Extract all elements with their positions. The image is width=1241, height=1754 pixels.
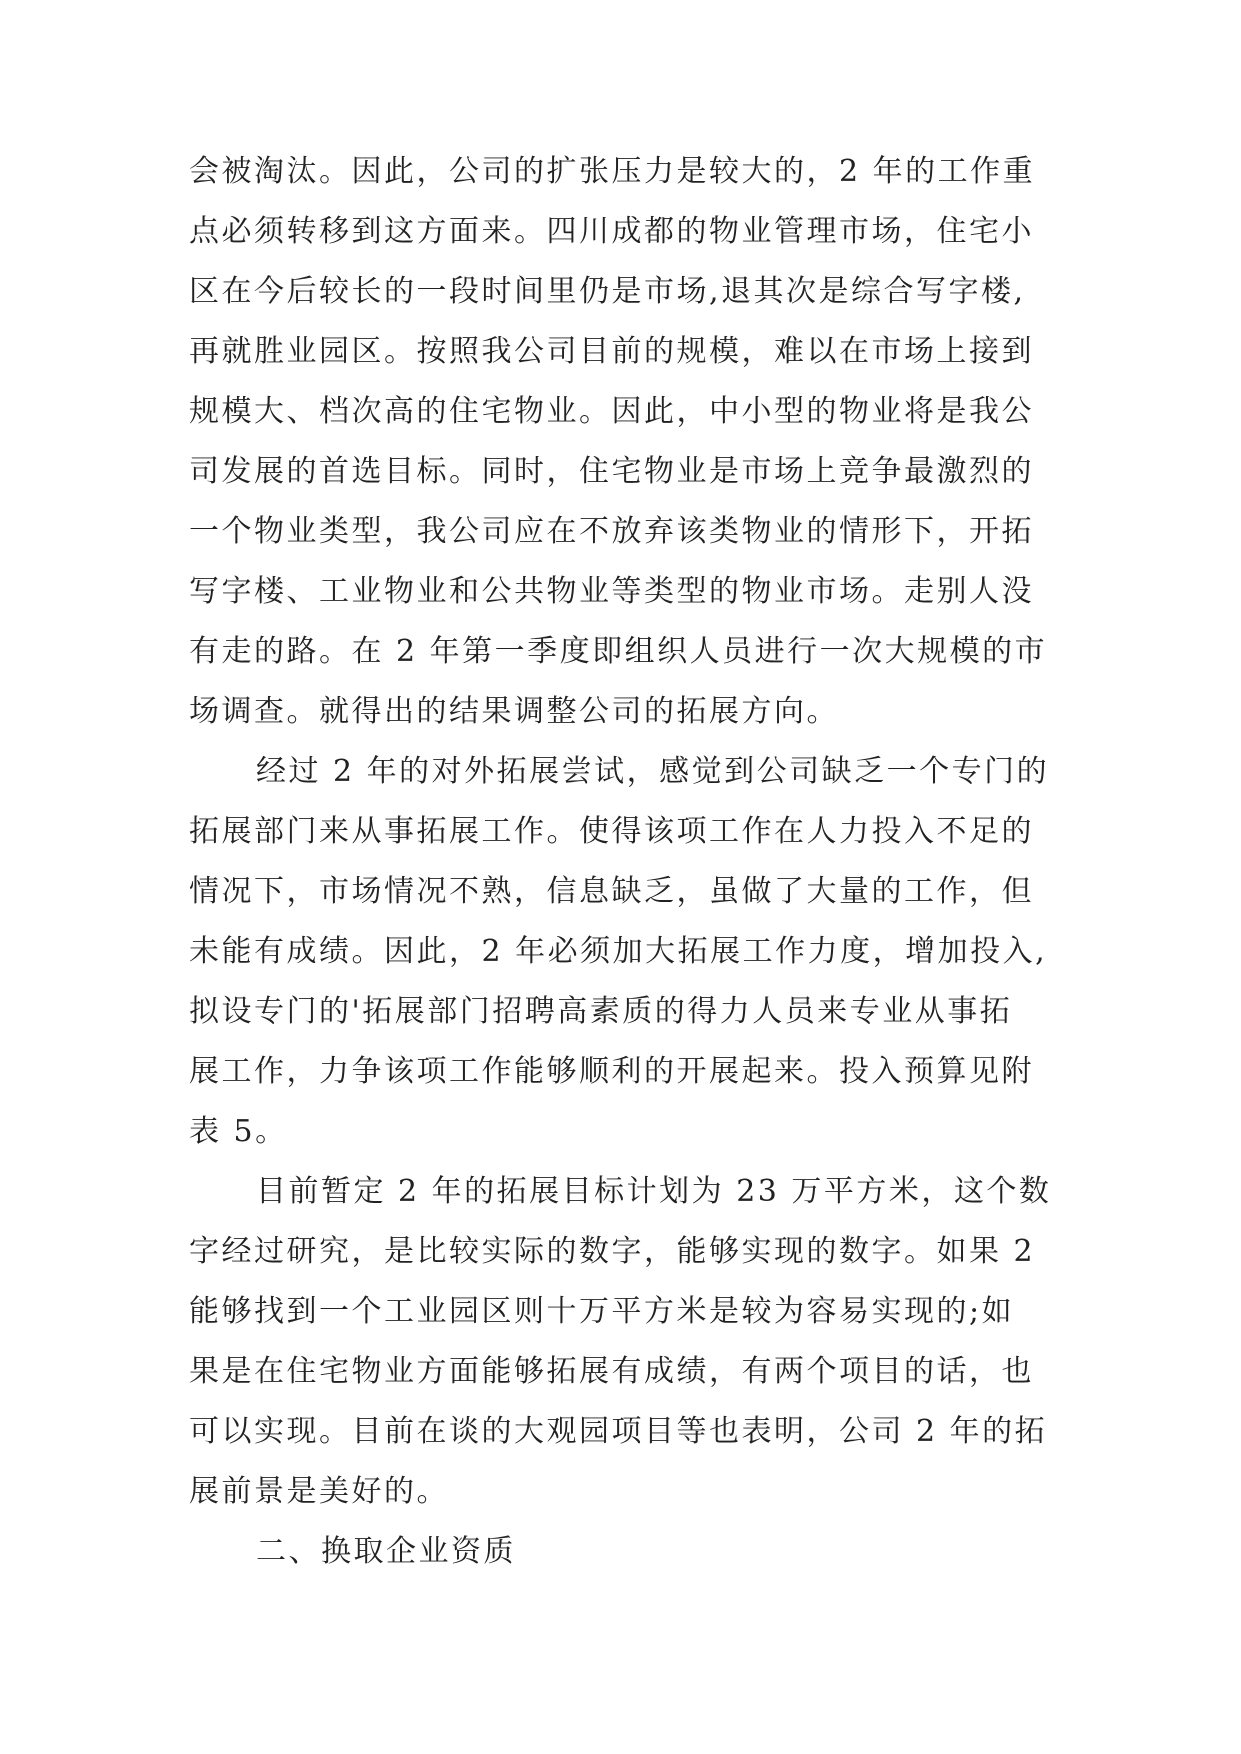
text-line: 写字楼、工业物业和公共物业等类型的物业市场。走别人没 — [189, 574, 1034, 609]
text-line: 能够找到一个工业园区则十万平方米是较为容易实现的;如 — [189, 1294, 1015, 1329]
text-line: 场调查。就得出的结果调整公司的拓展方向。 — [189, 694, 839, 729]
text-line: 表 5。 — [189, 1114, 288, 1149]
text-line: 可以实现。目前在谈的大观园项目等也表明，公司 2 年的拓 — [189, 1414, 1048, 1449]
text-line: 展前景是美好的。 — [189, 1474, 449, 1509]
paragraph-first-line: 目前暂定 2 年的拓展目标计划为 23 万平方米，这个数 — [256, 1174, 1052, 1209]
paragraph-first-line: 经过 2 年的对外拓展尝试，感觉到公司缺乏一个专门的 — [256, 754, 1050, 789]
text-line: 果是在住宅物业方面能够拓展有成绩，有两个项目的话，也 — [189, 1354, 1034, 1389]
section-heading: 二、换取企业资质 — [256, 1534, 516, 1569]
text-line: 展工作，力争该项工作能够顺利的开展起来。投入预算见附 — [189, 1054, 1034, 1089]
text-line: 拓展部门来从事拓展工作。使得该项工作在人力投入不足的 — [189, 814, 1034, 849]
text-line: 司发展的首选目标。同时，住宅物业是市场上竞争最激烈的 — [189, 454, 1034, 489]
text-line: 未能有成绩。因此，2 年必须加大拓展工作力度，增加投入, — [189, 934, 1048, 969]
text-line: 会被淘汰。因此，公司的扩张压力是较大的，2 年的工作重 — [189, 154, 1036, 189]
text-line: 再就胜业园区。按照我公司目前的规模，难以在市场上接到 — [189, 334, 1034, 369]
text-line: 点必须转移到这方面来。四川成都的物业管理市场，住宅小 — [189, 214, 1034, 249]
text-line: 情况下，市场情况不熟，信息缺乏，虽做了大量的工作，但 — [189, 874, 1034, 909]
text-line: 有走的路。在 2 年第一季度即组织人员进行一次大规模的市 — [189, 634, 1048, 669]
text-line: 拟设专门的'拓展部门招聘高素质的得力人员来专业从事拓 — [189, 994, 1013, 1029]
text-line: 规模大、档次高的住宅物业。因此，中小型的物业将是我公 — [189, 394, 1034, 429]
text-line: 字经过研究，是比较实际的数字，能够实现的数字。如果 2 — [189, 1234, 1036, 1269]
text-line: 区在今后较长的一段时间里仍是市场,退其次是综合写字楼, — [189, 274, 1026, 309]
text-line: 一个物业类型，我公司应在不放弃该类物业的情形下，开拓 — [189, 514, 1034, 549]
